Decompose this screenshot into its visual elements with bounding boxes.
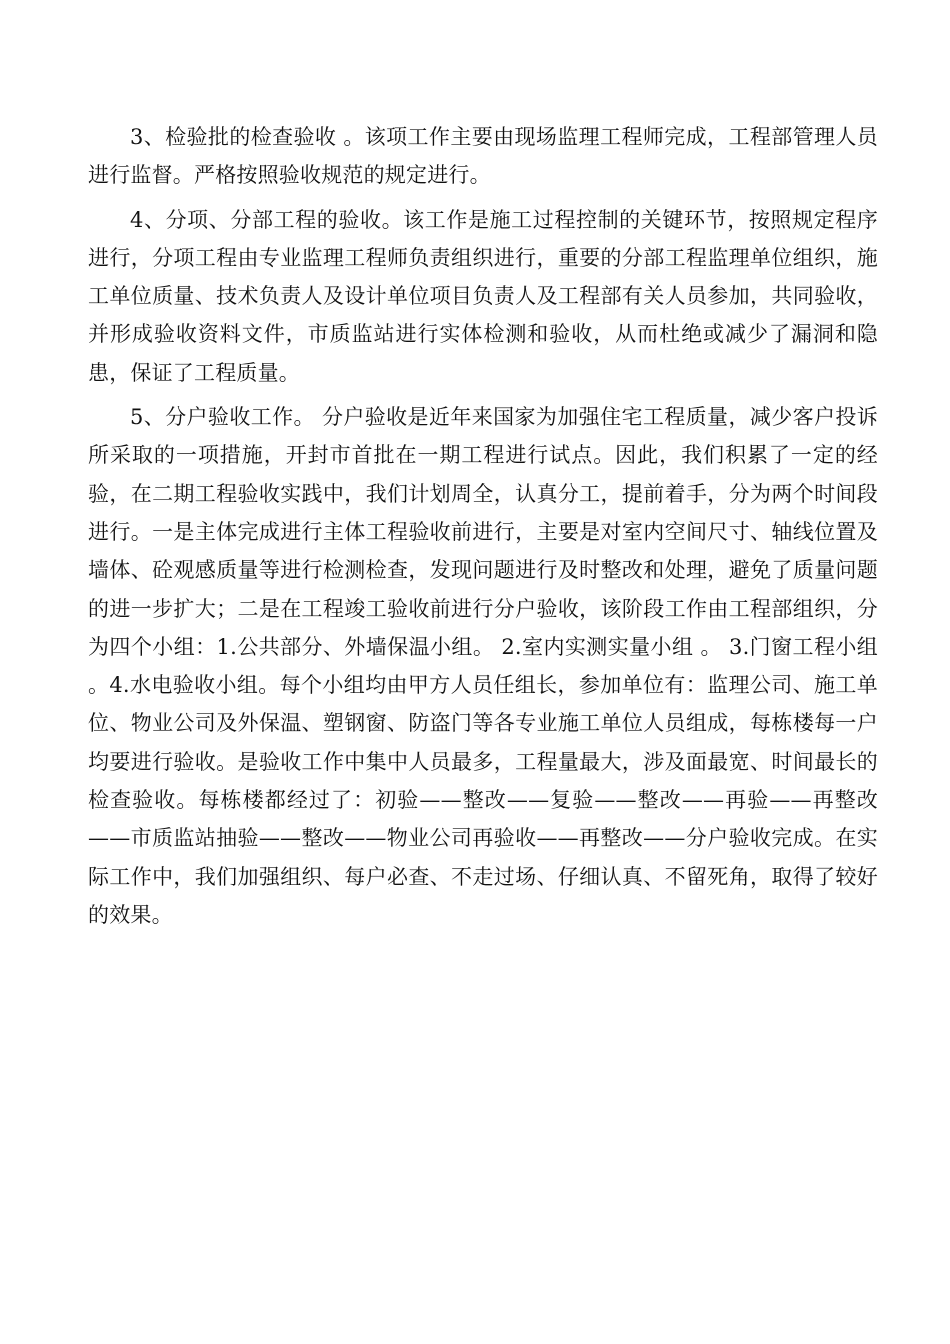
- document-body: [88, 118, 878, 940]
- paragraph-inspection-lot-acceptance: 3、检验批的检查验收 。该项工作主要由现场监理工程师完成，工程部管理人员进行监督。严格按照验收规范的规定进行。: [88, 125, 878, 188]
- paragraph-subitem-acceptance: 4、分项、分部工程的验收。该工作是施工过程控制的关键环节，按照规定程序进行，分项工程由专业监理工程师负责组织进行，重要的分部工程监理单位组织，施工单位质量、技术负责人及设计单位项目负责人及工程部有关人员参加，共同验收，并形成验收资料文件，市质监站进行实体检测和验收，从而杜绝或减少了漏洞和隐患，保证了工程质量。: [88, 207, 878, 385]
- paragraph-household-acceptance: 5、分户验收工作。 分户验收是近年来国家为加强住宅工程质量，减少客户投诉所采取的一项措施，开封市首批在一期工程进行试点。因此，我们积累了一定的经验，在二期工程验收实践中，我们计划周全，认真分工，提前着手，分为两个时间段进行。一是主体完成进行主体工程验收前进行，主要是对室内空间尺寸、轴线位置及墙体、砼观感质量等进行检测检查，发现问题进行及时整改和处理，避免了质量问题的进一步扩大；二是在工程竣工验收前进行分户验收，该阶段工作由工程部组织，分为四个小组：1.公共部分、外墙保温小组。 2.室内实测实量小组 。 3.门窗工程小组 。4.水电验收小组。每个小组均由甲方人员任组长，参加单位有：监理公司、施工单位、物业公司及外保温、塑钢窗、防盗门等各专业施工单位人员组成，每栋楼每一户均要进行验收。是验收工作中集中人员最多，工程量最大，涉及面最宽、时间最长的检查验收。每栋楼都经过了：初验——整改——复验——整改——再验——再整改——市质监站抽验——整改——物业公司再验收——再整改——分户验收完成。在实际工作中，我们加强组织、每户必查、不走过场、仔细认真、不留死角，取得了较好的效果。: [88, 405, 878, 927]
